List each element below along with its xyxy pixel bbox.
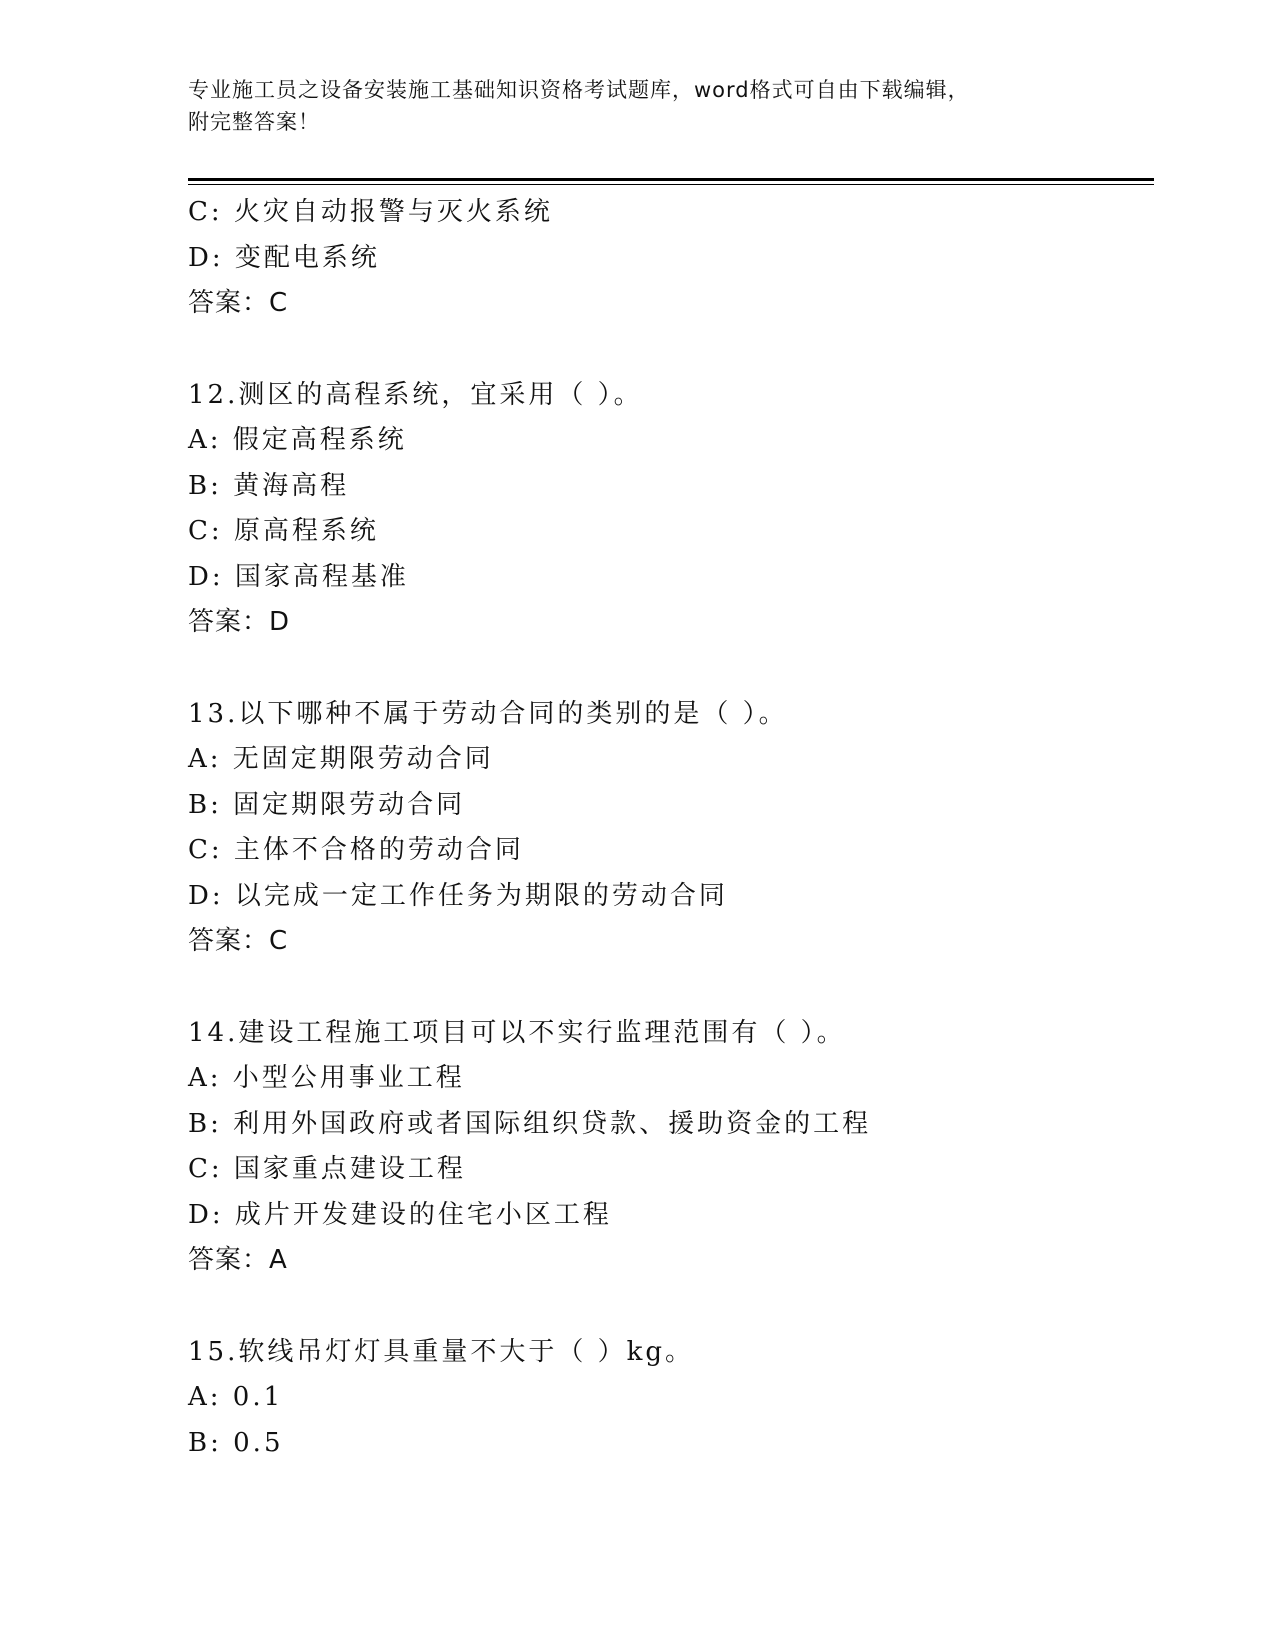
option-a: A: 假定高程系统: [188, 425, 407, 455]
option-c: C: 原高程系统: [188, 516, 379, 546]
question-14: [188, 1011, 1154, 1284]
option-c: C: 火灾自动报警与灭火系统: [188, 197, 553, 227]
spacer: [188, 646, 1154, 692]
question-12: [188, 373, 1154, 646]
option-b: B: 0.5: [188, 1427, 284, 1458]
option-c: C: 主体不合格的劳动合同: [188, 835, 524, 865]
option-d: D: 国家高程基准: [188, 561, 409, 592]
question-15: [188, 1330, 1154, 1467]
answer: 答案：A: [188, 1245, 288, 1275]
spacer: [188, 1284, 1154, 1330]
answer: 答案：C: [188, 288, 289, 318]
option-b: B: 黄海高程: [188, 470, 350, 501]
option-b: B: 固定期限劳动合同: [188, 789, 466, 820]
option-a: A: 小型公用事业工程: [188, 1063, 465, 1093]
question-stem: 15.软线吊灯灯具重量不大于（ ）kg。: [188, 1336, 695, 1367]
option-d: D: 以完成一定工作任务为期限的劳动合同: [188, 880, 728, 911]
spacer: [188, 327, 1154, 373]
question-13: [188, 692, 1154, 965]
header-rule-thick: [188, 178, 1154, 181]
document-header: [188, 74, 1068, 138]
header-line-1: 专业施工员之设备安装施工基础知识资格考试题库，word格式可自由下载编辑，: [188, 78, 970, 102]
answer: 答案：C: [188, 926, 289, 956]
option-d: D: 变配电系统: [188, 242, 380, 273]
question-stem: 14.建设工程施工项目可以不实行监理范围有（ ）。: [188, 1017, 846, 1048]
option-c: C: 国家重点建设工程: [188, 1154, 466, 1184]
option-b: B: 利用外国政府或者国际组织贷款、援助资金的工程: [188, 1108, 872, 1139]
spacer: [188, 965, 1154, 1011]
header-line-2: 附完整答案！: [188, 110, 320, 134]
question-stem: 13.以下哪种不属于劳动合同的类别的是（ ）。: [188, 698, 788, 729]
question-stem: 12.测区的高程系统，宜采用（ ）。: [188, 379, 643, 410]
header-rule-thin: [188, 184, 1154, 185]
option-d: D: 成片开发建设的住宅小区工程: [188, 1199, 612, 1230]
question-list: [188, 190, 1154, 1466]
option-a: A: 0.1: [188, 1382, 284, 1412]
answer: 答案：D: [188, 607, 291, 637]
option-a: A: 无固定期限劳动合同: [188, 744, 494, 774]
question-11-continued: [188, 190, 1154, 327]
